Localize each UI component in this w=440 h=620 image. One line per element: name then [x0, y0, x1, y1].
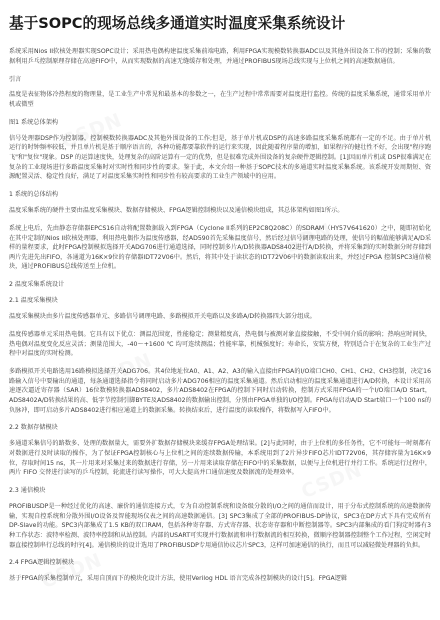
paragraph: 系统上电后，先由静态存储器EPCS16自动将配置数据载入到FPGA（Cyclone II系列的EP2C8Q208C）的SDRAM（HY57V641620）之中，随即初始化在其中定制的Nios II软核处理器，利用热电偶作为温度传感器，经AD590首先采集温度信号，然后经过信号调理电路的处理，使信号的幅值能够满足A/D采样的量程要求，此时FPGA控制模拟选择开关ADG706进行通道选择，同时控制多片A/D转换器ADS8402进行A/D转换，并将采集到的实时数据分时存储到两片先进先出FIFO，各通道为16K×9位的存储器IDT72V06中。然后，将其中处于读状态的IDT72V06中的数据读取出来，并经过FPGA 控制SPC3通信模块，通过PROFIBUS总线传送至上位机。 — [9, 224, 431, 271]
section-heading: 1 系统的总体结构 — [9, 191, 59, 199]
section-heading: 2.2 数据存储模块 — [9, 424, 58, 432]
article-body — [9, 47, 431, 584]
paragraph: 温度传感器单元采用热电偶。它具有以下优点：测温范围宽，性能稳定；测量精度高，热电偶与被测对象直接接触，不受中间介质的影响；热响应时间快，热电偶对温度变化反应灵活；测量范围大，-40～+1600 ℃ 均可连续测温；性能牢靠，机械强度好；寿命长，安装方便，特别适合于在复杂的工业生产过程中对温度的实时检测。 — [9, 330, 431, 358]
paragraph: 温度是表征物体冷热程度的物理量，是工业生产中常见和最基本的参数之一，在生产过程中常常需要对温度进行监控。传统的温度采集系统，通常采用单片机或微型 — [9, 91, 431, 108]
paragraph: 信号处理器DSP作为控制器，控制模数转换器ADC及其他外围设备的工作;但是，基于单片机或DSP的高速多路温度采集系统都有一定的不足。由于单片机运行的时钟频率较低，并且单片机是基于顺序语言的，各种功能都要靠软件的运行来实现，因此随着程序量的增加，如果程序的健壮性不好，会出现"程序跑飞"和"复位"现象。DSP 的运算速度快，处理复杂的高阶运算有一定的优势，但是很难完成外围设备的复杂硬件逻辑控制。[1]因而单片机或 DSP很难满足在复杂的工业现场进行多路温度采集时对实时性和同步性的要求。鉴于此，本文介绍一种基于SOPC技术的多通道实时温度采集系统。该系统开发周期短、资源配置灵活、稳定性良好，满足了对温度采集实时性和同步性有较高要求的工业生产领域中的应用。 — [9, 134, 431, 181]
section-heading: 2 温度采集系统设计 — [9, 281, 65, 289]
article-title: 基于SOPC的现场总线多通道实时温度采集系统设计 — [9, 15, 346, 32]
paragraph: 多通道采集信号的路数多、处理的数据量大，需要外扩数据存储模块来缓存FPGA处理结果。[2]与此同时，由于上位机的多任务性，它不可能每一时刻都有对数据进行及时读取的操作，为了保证FPGA控制核心与上位机之间的连续数据传输，本系统用到了2片异步FIFO芯片IDT72V06，其存储容量为16K×9位，存取时间15 ns，其一片用来对采集过来的数据进行存储，另一片用来读取存储在FIFO中的采集数据，以便与上位机进行并行工作。系统运行过程中，两片 FIFO 交替进行读写的乒乓控制，轮流进行读写操作，可大大提高并口通信速度及数据流的处理效率。 — [9, 440, 431, 477]
paragraph: 温度采集模块由多片温度传感器单元、多路信号调理电路、多路模拟开关电路以及多路A/D转换器四大部分组成。 — [9, 313, 316, 320]
paragraph: 基于FPGA的采集控制单元，采用自顶而下的模块化设计方法，使用Verilog HDL 语言完成各控制模块的设计[5]。FPGA逻辑 — [9, 575, 348, 583]
section-heading: 图1 系统总体架构 — [9, 118, 59, 126]
section-heading: 引言 — [9, 75, 22, 83]
paragraph: 多路模拟开关电路选用16路模拟选择开关ADG706。其4位地址位A0、A1、A2、A3的输入直接由FPGA的I/O端口CH0、CH1、CH2、CH3控制，决定16路输入信号中要输出的通道，每条通道选择指令将同时启动多片ADG706相应的温度采集通道。然后启动相应的温度采集通道进行A/D转换，本设计采用高速逐次逼近寄存器（SAR）16位数模转换器ADS8402，多片ADS8402在FPGA的控制下同时启动转换，控制方式采用FPGA的一个I/O端口A/D Start，ADS8402A/D转换结果的高、低字节控制引脚BYTE及ADS8402的数据输出控制，分别由FPGA单独的I/O控制。FPGA每启动A/D Start端口一个100 ns的负脉冲，即可启动多片ADS8402进行相应通道上的数据采集。转换结束后，进行温度的读取操作，将数据写入FIFO中。 — [9, 368, 431, 414]
section-heading: 2.1 温度采集模块 — [9, 297, 58, 305]
section-heading: 2.4 FPGA逻辑控制模块 — [9, 559, 75, 567]
paragraph: 系统采用Nios II软核处理器实现SOPC设计；采用热电偶构建温度采集前端电路，利用FPGA实现模数转换器ADC以及其他外围设备工作的控制；采集的数据利用乒乓控制原理存储在高速FIFO中，从而实现数据的高速无缝缓存和处理，并通过PROFIBUS现场总线实现与上位机之间的高速数据通信。 — [9, 48, 431, 65]
paragraph: 温度采集系统的硬件主要由温度采集模块、数据存储模块、FPGA逻辑控制模块以及通信模块组成，其总体架构如图1所示。 — [9, 207, 344, 214]
paragraph: PROFIBUSDP是一种经过优化的高速、廉价的通信连接方式，专为自动控制系统和设备级分散的I/O之间的通信而设计，用于分布式控制系统的高速数据传输，实现自控系统和分散外围I/O设备及智能现场仪表之间的高速数据通信。[3] SPC3集成了全部的PROFIBUS-DP协议，SPC3在DP方式下具有完成所有DP-Slave的功能。SPC3内部集成了1.5 KB的双口RAM，包括各种寄存器、方式寄存器、状态寄存器和中断控制器等。SPC3内部集成的看门狗定时器有3种工作状态：波特率检测、波特率控制和从站控制。内部的USART可实现并行数据流和串行数据流的相互转换，微顺序控制器控制整个工作过程，空闲定时器直接控制串行总线的时序[4]。通信模块的设计选用了PROFIBUSDP专用通信协议芯片SPC3，这样可加速通信的执行，而且可以减轻微处理器的负担。 — [9, 502, 431, 549]
section-heading: 2.3 通信模块 — [9, 487, 46, 495]
